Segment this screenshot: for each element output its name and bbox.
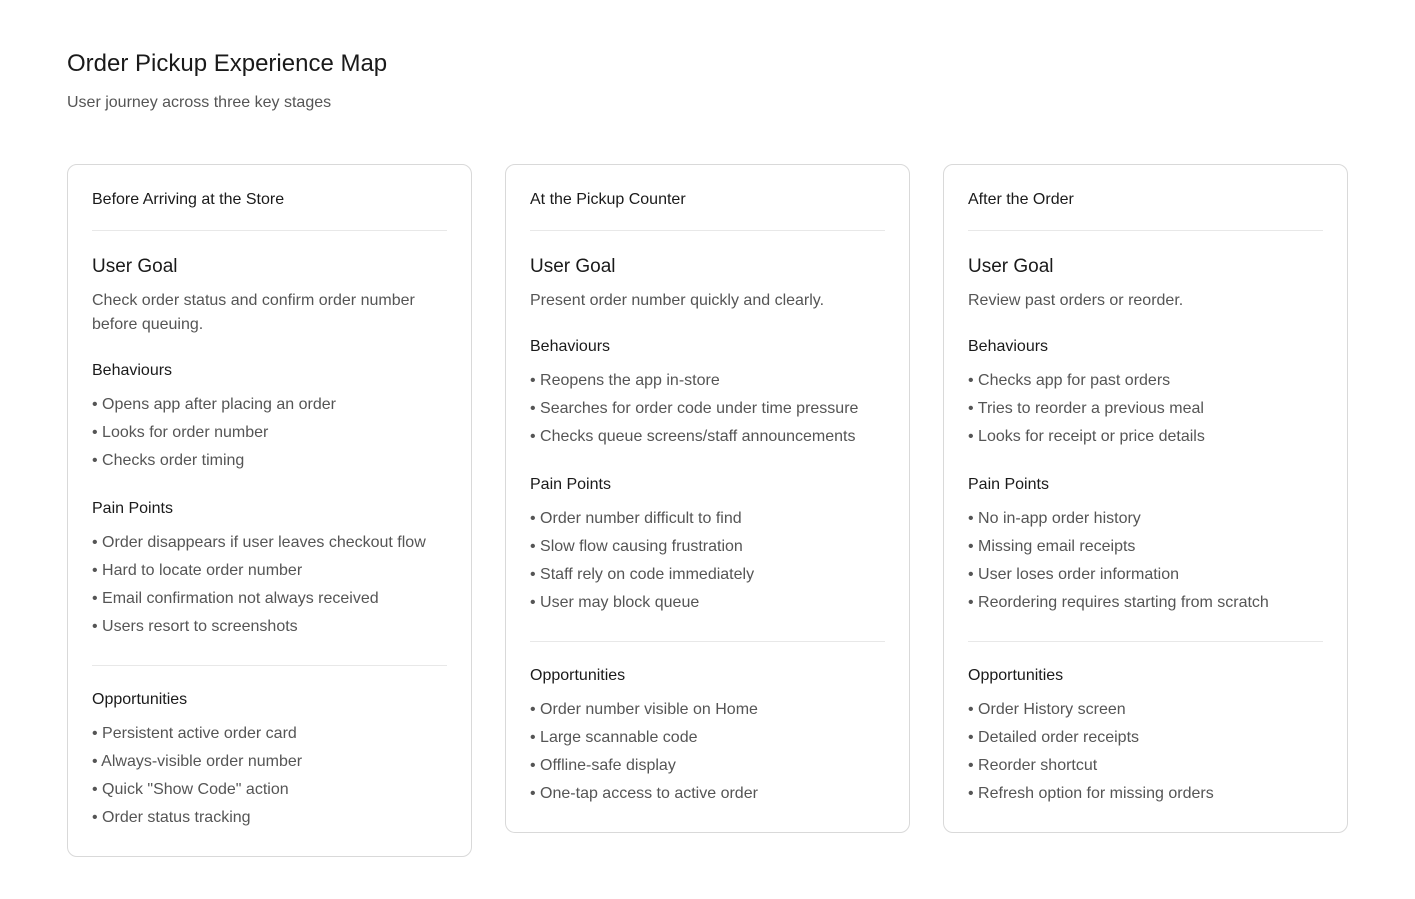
list-item: • Hard to locate order number [92,562,303,579]
user-goal-text: Check order status and confirm order number before queuing. [92,292,415,333]
user-goal-heading: User Goal [530,256,616,277]
list-item: • Reorder shortcut [968,757,1098,774]
list-item: • Slow flow causing frustration [530,538,743,555]
behaviours-list [530,367,885,451]
list-item: • Reordering requires starting from scratch [968,594,1269,611]
page-subtitle: User journey across three key stages [67,94,332,111]
page-title: Order Pickup Experience Map [67,50,388,77]
pain-points-heading: Pain Points [92,500,173,517]
stage-card-after-order [943,164,1348,833]
list-item: • User may block queue [530,594,700,611]
divider [968,641,1323,642]
list-item: • Order History screen [968,701,1126,718]
list-item: • Checks order timing [92,452,245,469]
list-item: • Users resort to screenshots [92,618,298,635]
list-item: • Order number difficult to find [530,510,742,527]
behaviours-heading: Behaviours [92,362,173,379]
list-item: • Large scannable code [530,729,698,746]
list-item: • Offline-safe display [530,757,676,774]
list-item: • Staff rely on code immediately [530,566,755,583]
opportunities-heading: Opportunities [530,667,626,684]
behaviours-list [968,367,1323,451]
list-item: • One-tap access to active order [530,785,758,802]
stage-card-pickup-counter [505,164,910,833]
stage-title: At the Pickup Counter [530,190,885,231]
list-item: • Searches for order code under time pressure [530,400,859,417]
list-item: • Order number visible on Home [530,701,758,718]
opportunities-heading: Opportunities [968,667,1064,684]
list-item: • Checks app for past orders [968,372,1171,389]
behaviours-heading: Behaviours [968,338,1049,355]
list-item: • Opens app after placing an order [92,396,336,413]
behaviours-list [92,391,447,475]
list-item: • No in-app order history [968,510,1141,527]
list-item: • Email confirmation not always received [92,590,379,607]
user-goal-heading: User Goal [92,256,178,277]
pain-points-list [530,505,885,617]
stage-title: After the Order [968,190,1323,231]
user-goal-heading: User Goal [968,256,1054,277]
list-item: • Tries to reorder a previous meal [968,400,1204,417]
list-item: • Refresh option for missing orders [968,785,1214,802]
divider [530,641,885,642]
pain-points-list [968,505,1323,617]
list-item: • Reopens the app in-store [530,372,720,389]
journey-stages [67,164,1348,857]
stage-title: Before Arriving at the Store [92,190,447,231]
list-item: • Persistent active order card [92,725,297,742]
stage-card-before-arriving [67,164,472,857]
list-item: • Order disappears if user leaves checkout flow [92,534,426,551]
divider [92,665,447,666]
list-item: • Order status tracking [92,809,251,826]
list-item: • Always-visible order number [92,753,303,770]
pain-points-list [92,529,447,641]
list-item: • Checks queue screens/staff announcements [530,428,856,445]
list-item: • Looks for order number [92,424,269,441]
opportunities-list [530,696,885,808]
list-item: • Looks for receipt or price details [968,428,1205,445]
list-item: • Detailed order receipts [968,729,1140,746]
list-item: • User loses order information [968,566,1180,583]
opportunities-list [968,696,1323,808]
opportunities-heading: Opportunities [92,691,188,708]
pain-points-heading: Pain Points [968,476,1049,493]
list-item: • Quick "Show Code" action [92,781,289,798]
user-goal-text: Review past orders or reorder. [968,292,1184,309]
user-goal-text: Present order number quickly and clearly. [530,292,825,309]
list-item: • Missing email receipts [968,538,1136,555]
opportunities-list [92,720,447,832]
behaviours-heading: Behaviours [530,338,611,355]
pain-points-heading: Pain Points [530,476,611,493]
